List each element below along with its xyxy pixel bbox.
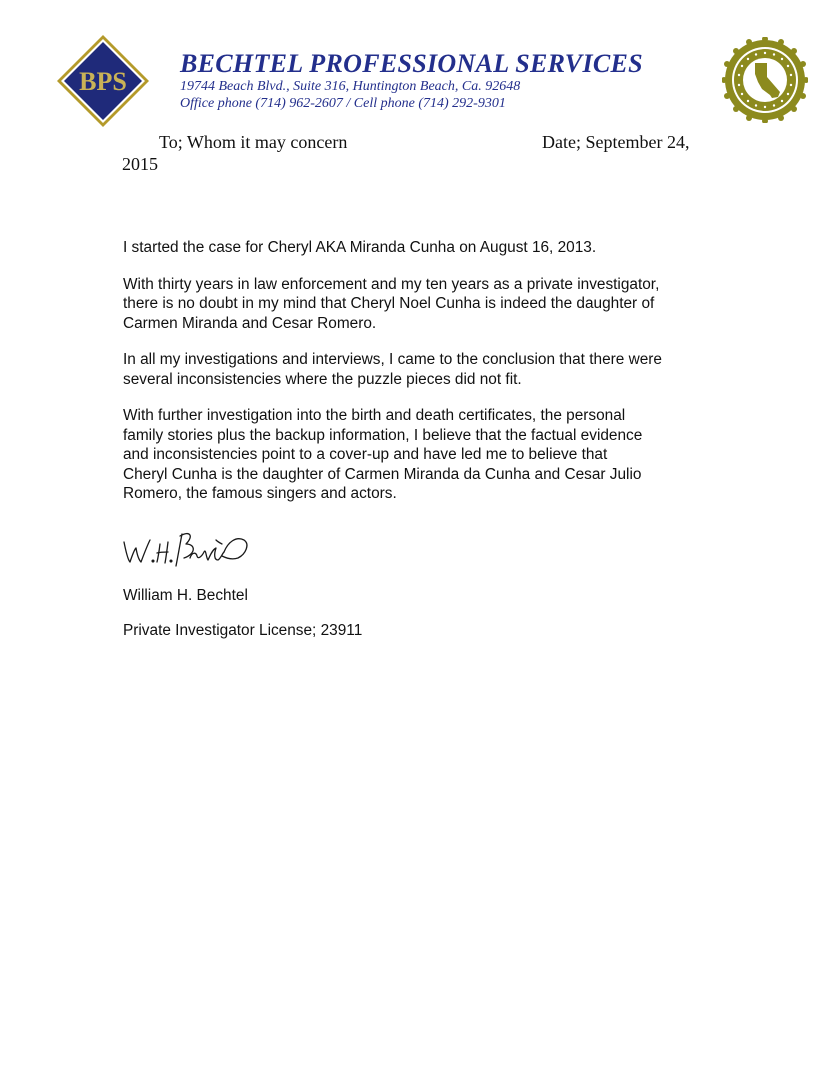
body-line: several inconsistencies where the puzzle pieces did not fit. (123, 370, 522, 388)
body-line: With further investigation into the birth and death certificates, the personal (123, 407, 626, 424)
body-line: I started the case for Cheryl AKA Miranda Cunha on August 16, 2013. (123, 239, 597, 256)
paragraph-1 (123, 238, 723, 258)
paragraph-3 (123, 350, 723, 389)
body-line: In all my investigations and interviews, I came to the conclusion that there were (123, 351, 662, 368)
body-line: Romero, the famous singers and actors. (123, 485, 397, 502)
body-line: and inconsistencies point to a cover-up and have led me to believe that (123, 446, 608, 463)
signer-name: William H. Bechtel (123, 587, 248, 604)
body-line: Cheryl Cunha is the daughter of Carmen Miranda da Cunha and Cesar Julio (123, 465, 642, 483)
logo-text: BPS (79, 67, 127, 96)
date-year: 2015 (122, 154, 158, 174)
recipient-line: To; Whom it may concern (159, 132, 348, 152)
company-address: 19744 Beach Blvd., Suite 316, Huntington Beach, Ca. 92648 (180, 79, 521, 94)
company-name: BECHTEL PROFESSIONAL SERVICES (180, 49, 643, 78)
license-line: Private Investigator License; 23911 (123, 622, 363, 639)
paragraph-2 (123, 275, 723, 334)
bps-logo (55, 33, 151, 129)
body-line: Carmen Miranda and Cesar Romero. (123, 314, 377, 332)
state-seal-icon (722, 37, 808, 123)
company-phones: Office phone (714) 962-2607 / Cell phone (714) 292-9301 (180, 96, 506, 111)
handwritten-signature (120, 522, 260, 572)
body-line: With thirty years in law enforcement and my ten years as a private investigator, (123, 275, 660, 293)
body-line: family stories plus the backup information, I believe that the factual evidence (123, 426, 643, 444)
paragraph-4 (123, 406, 723, 504)
body-line: there is no doubt in my mind that Cheryl Noel Cunha is indeed the daughter of (123, 295, 655, 312)
company-block (180, 50, 680, 112)
date-line: Date; September 24, (542, 132, 690, 152)
letter-body (123, 238, 723, 521)
